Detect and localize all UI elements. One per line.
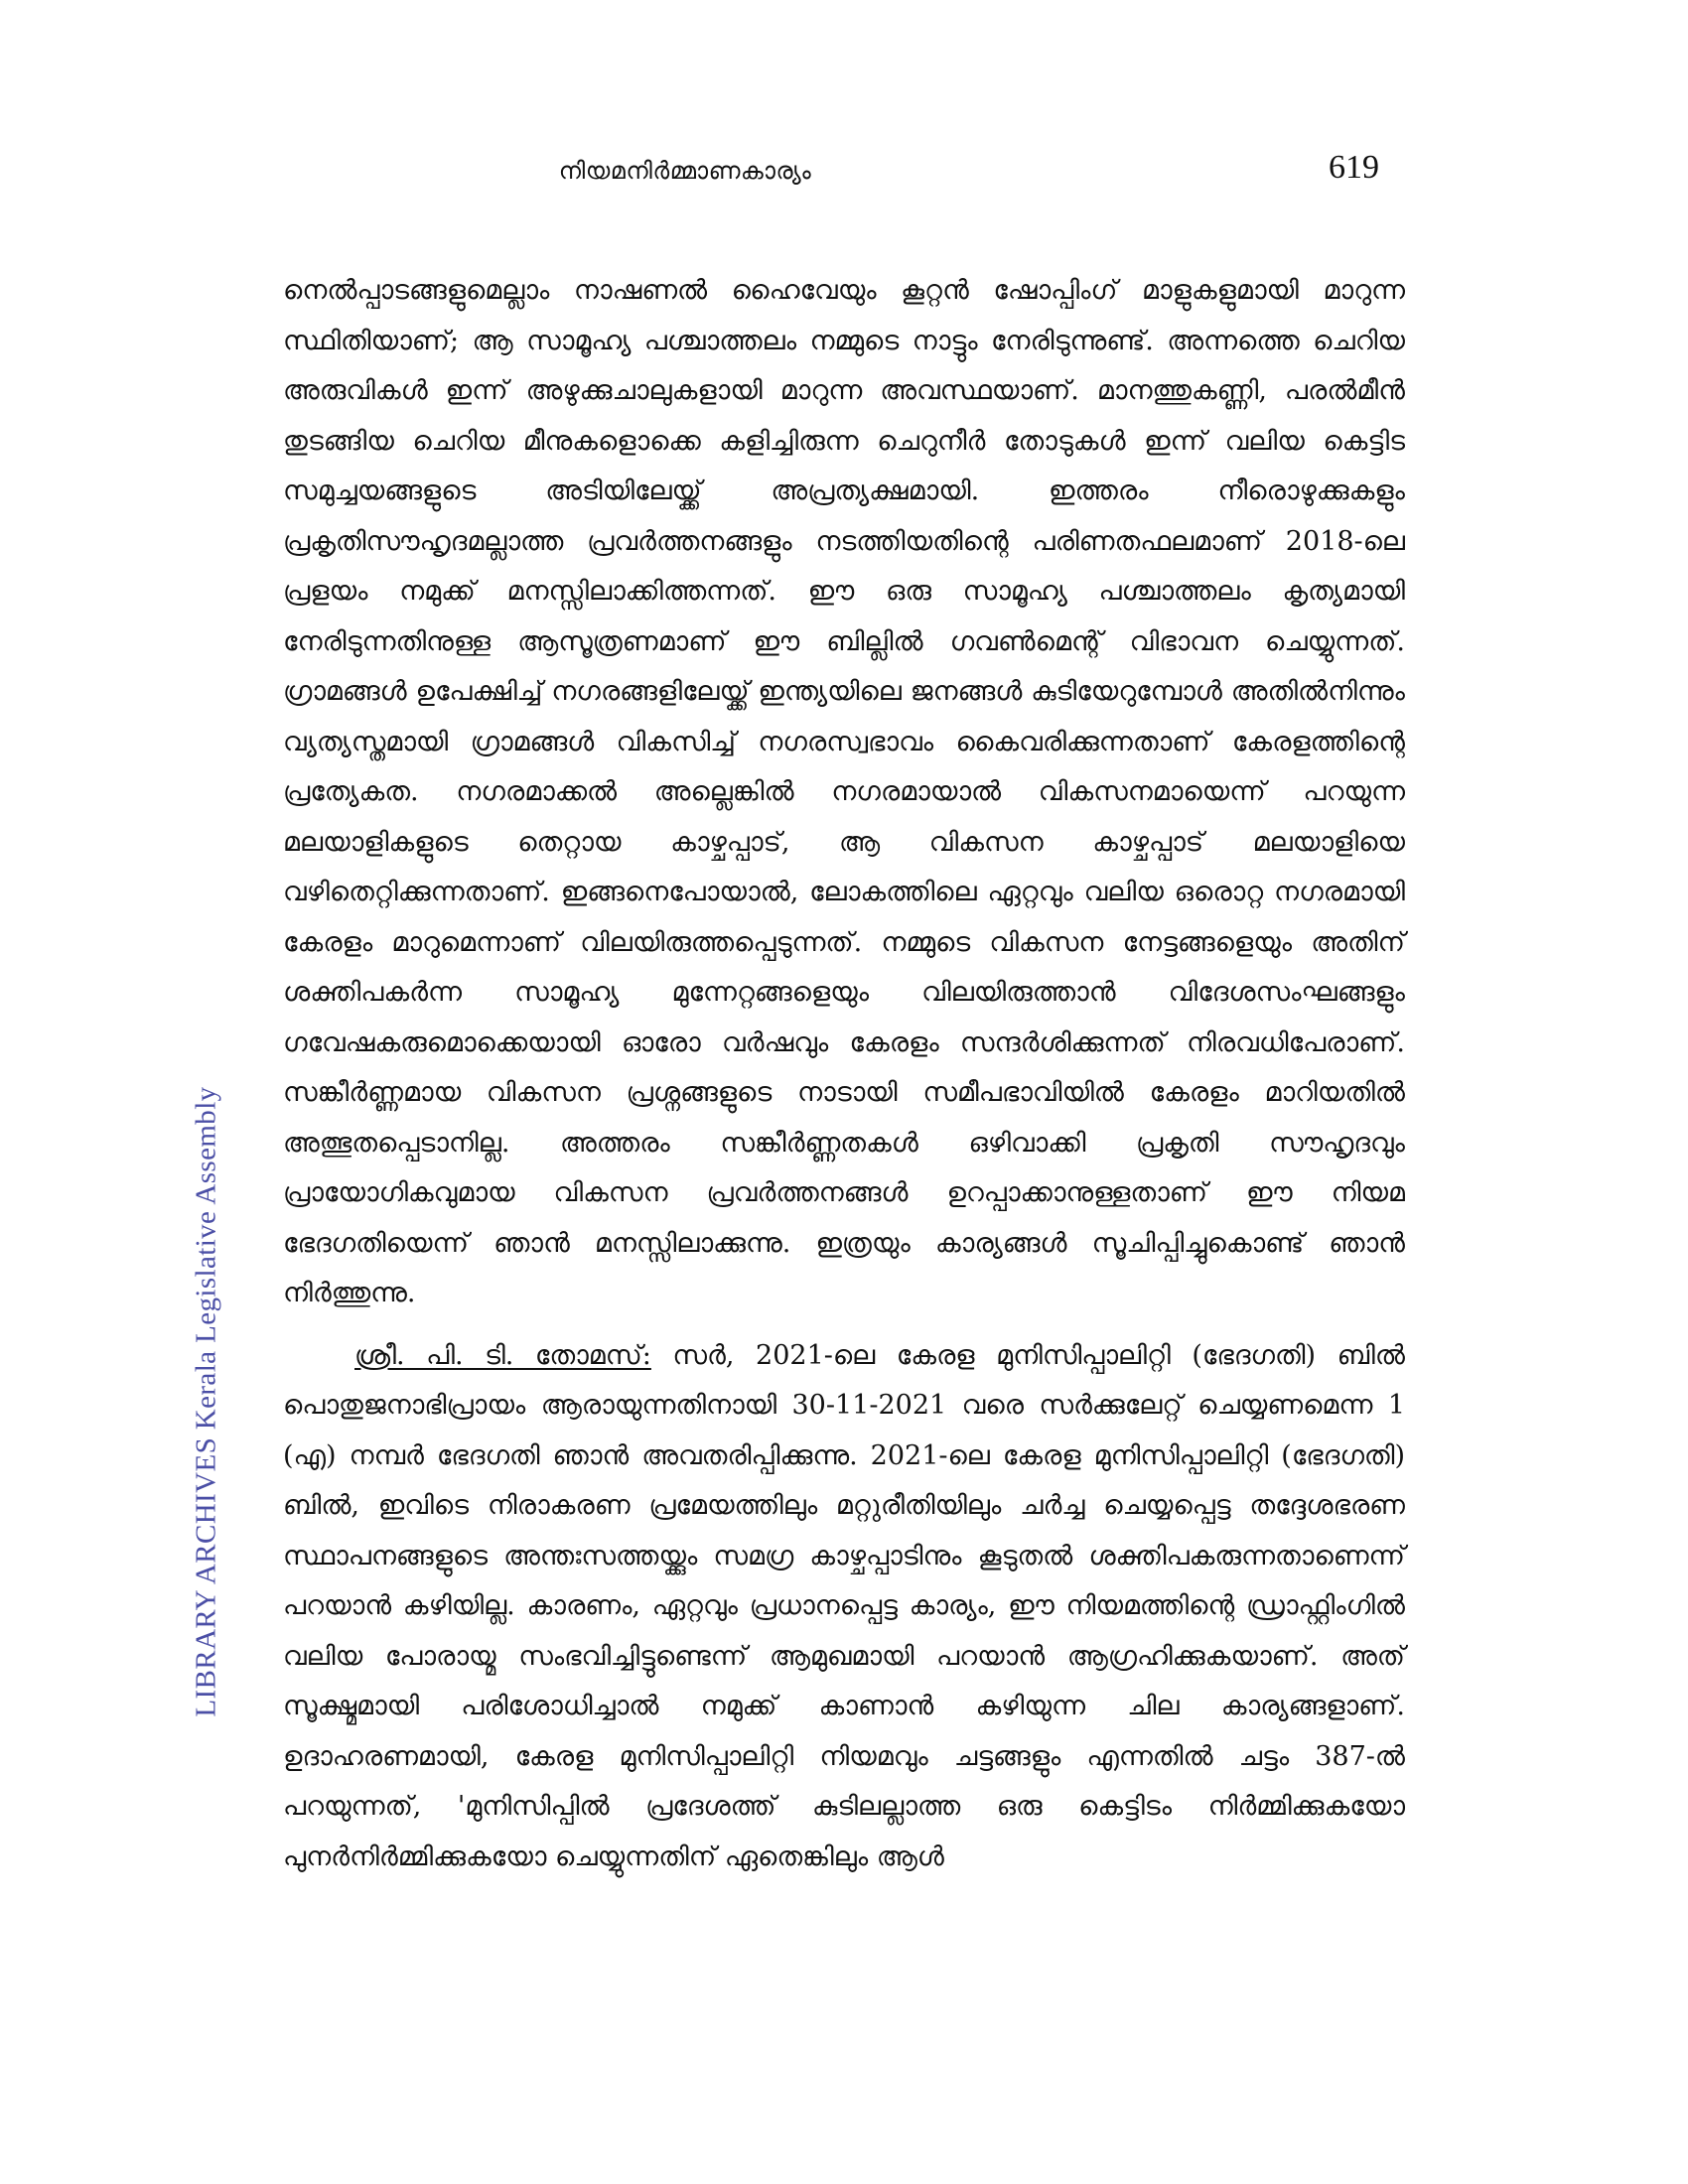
running-title: നിയമനിർമ്മാണകാര്യം [558,157,812,185]
paragraph-2 [283,1331,1405,1883]
page-header [0,149,1688,199]
page-number: 619 [1329,149,1379,186]
body-text [283,266,1405,1882]
paragraph-2-text: സർ, 2021-ലെ കേരള മുനിസിപ്പാലിറ്റി (ഭേദഗതി) ബിൽ പൊതുജനാഭിപ്രായം ആരായുന്നതിനായി 30-11-2021 വരെ സർക്കുലേറ്റ് ചെയ്യണമെന്ന 1 (എ) നമ്പർ ഭേദഗതി ഞാൻ അവതരിപ്പിക്കുന്നു. 2021-ലെ കേരള മുനിസിപ്പാലിറ്റി (ഭേദഗതി) ബിൽ, ഇവിടെ നിരാകരണ പ്രമേയത്തിലും മറ്റുരീതിയിലും ചർച്ച ചെയ്യപ്പെട്ട തദ്ദേശഭരണ സ്ഥാപനങ്ങളുടെ അന്തഃസത്തയ്ക്കും സമഗ്ര കാഴ്ചപ്പാടിനും കൂടുതൽ ശക്തിപകരുന്നതാണെന്ന് പറയാൻ കഴിയില്ല. കാരണം, ഏറ്റവും പ്രധാനപ്പെട്ട കാര്യം, ഈ നിയമത്തിന്റെ ഡ്രാഫ്റ്റിംഗിൽ വലിയ പോരായ്മ സംഭവിച്ചിട്ടുണ്ടെന്ന് ആമുഖമായി പറയാൻ ആഗ്രഹിക്കുകയാണ്. അത് സൂക്ഷ്മമായി പരിശോധിച്ചാൽ നമുക്ക് കാണാൻ കഴിയുന്ന ചില കാര്യങ്ങളാണ്. ഉദാഹരണമായി, കേരള മുനിസിപ്പാലിറ്റി നിയമവും ചട്ടങ്ങളും എന്നതിൽ ചട്ടം 387-ൽ പറയുന്നത്, 'മുനിസിപ്പിൽ പ്രദേശത്ത് കുടിലല്ലാത്ത ഒരു കെട്ടിടം നിർമ്മിക്കുകയോ പുനർനിർമ്മിക്കുകയോ ചെയ്യുന്നതിന് ഏതെങ്കിലും ആൾ [283,1339,1405,1872]
archive-stamp-text: LIBRARY ARCHIVES Kerala Legislative Assembly [190,1086,222,1717]
speaker-name: ശ്രീ. പി. ടി. തോമസ്: [354,1339,651,1371]
paragraph-1: നെൽപ്പാടങ്ങളുമെല്ലാം നാഷണൽ ഹൈവേയും കൂറ്റൻ ഷോപ്പിംഗ് മാളുകളുമായി മാറുന്ന സ്ഥിതിയാണ്; ആ സാമൂഹ്യ പശ്ചാത്തലം നമ്മുടെ നാട്ടും നേരിടുന്നുണ്ട്. അന്നത്തെ ചെറിയ അരുവികൾ ഇന്ന് അഴുക്കുചാലുകളായി മാറുന്ന അവസ്ഥയാണ്. മാനത്തുകണ്ണി, പരൽമീൻ തുടങ്ങിയ ചെറിയ മീനുകളൊക്കെ കളിച്ചിരുന്ന ചെറുനീർ തോടുകൾ ഇന്ന് വലിയ കെട്ടിട സമുച്ചയങ്ങളുടെ അടിയിലേയ്ക്ക് അപ്രത്യക്ഷമായി. ഇത്തരം നീരൊഴുക്കുകളും പ്രകൃതിസൗഹൃദമല്ലാത്ത പ്രവർത്തനങ്ങളും നടത്തിയതിന്റെ പരിണതഫലമാണ് 2018-ലെ പ്രളയം നമുക്ക് മനസ്സിലാക്കിത്തന്നത്. ഈ ഒരു സാമൂഹ്യ പശ്ചാത്തലം കൃത്യമായി നേരിടുന്നതിനുള്ള ആസൂത്രണമാണ് ഈ ബില്ലിൽ ഗവൺമെന്റ് വിഭാവന ചെയ്യുന്നത്. ഗ്രാമങ്ങൾ ഉപേക്ഷിച്ച് നഗരങ്ങളിലേയ്ക്ക് ഇന്ത്യയിലെ ജനങ്ങൾ കുടിയേറുമ്പോൾ അതിൽനിന്നും വ്യത്യസ്തമായി ഗ്രാമങ്ങൾ വികസിച്ച് നഗരസ്വഭാവം കൈവരിക്കുന്നതാണ് കേരളത്തിന്റെ പ്രത്യേകത. നഗരമാക്കൽ അല്ലെങ്കിൽ നഗരമായാൽ വികസനമായെന്ന് പറയുന്ന മലയാളികളുടെ തെറ്റായ കാഴ്ചപ്പാട്, ആ വികസന കാഴ്ചപ്പാട് മലയാളിയെ വഴിതെറ്റിക്കുന്നതാണ്. ഇങ്ങനെപോയാൽ, ലോകത്തിലെ ഏറ്റവും വലിയ ഒരൊറ്റ നഗരമായി കേരളം മാറുമെന്നാണ് വിലയിരുത്തപ്പെടുന്നത്. നമ്മുടെ വികസന നേട്ടങ്ങളെയും അതിന് ശക്തിപകർന്ന സാമൂഹ്യ മുന്നേറ്റങ്ങളെയും വിലയിരുത്താൻ വിദേശസംഘങ്ങളും ഗവേഷകരുമൊക്കെയായി ഓരോ വർഷവും കേരളം സന്ദർശിക്കുന്നത് നിരവധിപേരാണ്. സങ്കീർണ്ണമായ വികസന പ്രശ്നങ്ങളുടെ നാടായി സമീപഭാവിയിൽ കേരളം മാറിയതിൽ അത്ഭുതപ്പെടാനില്ല. അത്തരം സങ്കീർണ്ണതകൾ ഒഴിവാക്കി പ്രകൃതി സൗഹൃദവും പ്രായോഗികവുമായ വികസന പ്രവർത്തനങ്ങൾ ഉറപ്പാക്കാനുള്ളതാണ് ഈ നിയമ ഭേദഗതിയെന്ന് ഞാൻ മനസ്സിലാക്കുന്നു. ഇത്രയും കാര്യങ്ങൾ സൂചിപ്പിച്ചുകൊണ്ട് ഞാൻ നിർത്തുന്നു. [283,275,1405,1308]
